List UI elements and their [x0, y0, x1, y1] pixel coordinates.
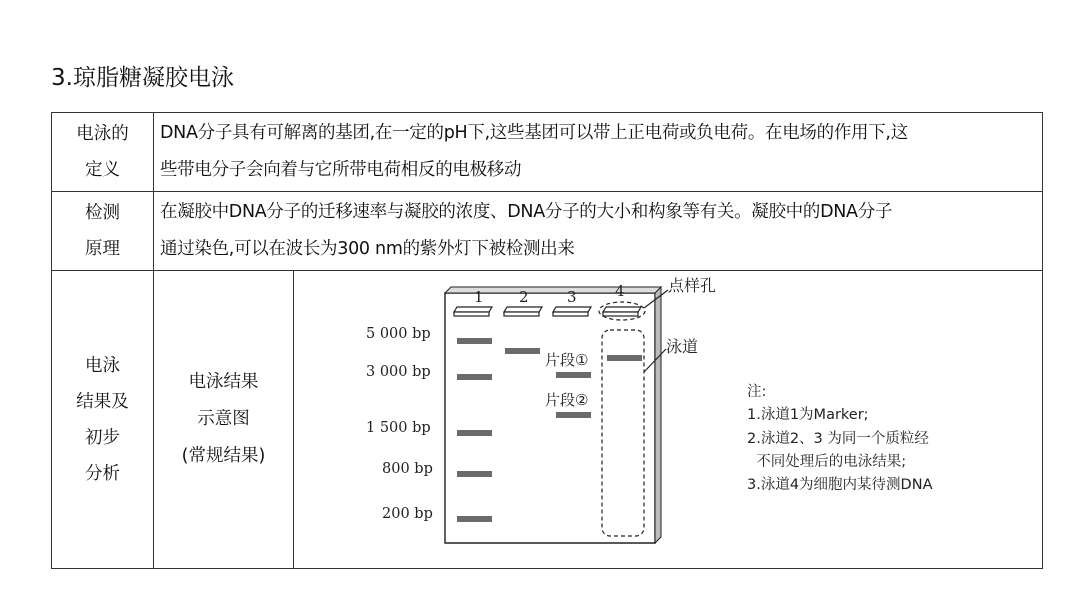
sample-well [504, 307, 542, 312]
marker-label: 5 000 bp [366, 325, 431, 342]
head-line: 分析 [85, 463, 120, 484]
marker-label: 1 500 bp [366, 419, 431, 436]
results-subhead [154, 271, 294, 569]
note-line: 不同处理后的电泳结果; [747, 453, 907, 470]
text-line: 通过染色,可以在波长为300 nm的紫外灯下被检测出来 [160, 239, 575, 259]
row-head-definition [52, 113, 154, 192]
row-results [52, 271, 1043, 569]
gel-slab [445, 293, 655, 543]
head-line: 电泳的 [76, 124, 129, 144]
sample-well [454, 312, 489, 316]
row-principle [52, 192, 1043, 271]
head-line: 检测 [85, 203, 120, 223]
gel-diagram [294, 272, 1042, 568]
gel-band [457, 471, 492, 477]
principle-text [154, 192, 1043, 271]
gel-band [457, 338, 492, 344]
row-head-results [52, 271, 154, 569]
agarose-gel-table [51, 112, 1043, 569]
well-callout-label: 点样孔 [668, 275, 717, 295]
text-line: 在凝胶中DNA分子的迁移速率与凝胶的浓度、DNA分子的大小和构象等有关。凝胶中的DNA分子 [160, 202, 893, 222]
subhead-line: (常规结果) [181, 446, 266, 466]
marker-label: 200 bp [382, 505, 433, 522]
marker-label: 3 000 bp [366, 363, 431, 380]
text-line: DNA分子具有可解离的基团,在一定的pH下,这些基团可以带上正电荷或负电荷。在电场的作用下,这 [160, 123, 908, 143]
row-definition [52, 113, 1043, 192]
sample-well [603, 312, 638, 316]
sample-well [504, 312, 539, 316]
sample-well [603, 307, 641, 312]
fragment-1-label: 片段① [545, 350, 589, 369]
gel-slab-edge [655, 287, 661, 543]
head-line: 原理 [85, 239, 120, 259]
subhead-line: 电泳结果 [188, 372, 259, 392]
sample-well [553, 312, 588, 316]
sample-well [553, 307, 591, 312]
gel-band [457, 516, 492, 522]
gel-band [607, 355, 642, 361]
note-line: 1.泳道1为Marker; [747, 406, 869, 423]
lane-number: 2 [519, 287, 529, 306]
lane-number: 4 [615, 281, 625, 300]
lane-number: 3 [567, 287, 577, 306]
subhead-line: 示意图 [197, 409, 250, 429]
definition-text [154, 113, 1043, 192]
marker-label: 800 bp [382, 460, 433, 477]
head-line: 初步 [85, 427, 120, 448]
head-line: 结果及 [76, 391, 129, 412]
text-line: 些带电分子会向着与它所带电荷相反的电极移动 [160, 160, 522, 180]
note-line: 注: [747, 383, 767, 400]
lane-number: 1 [474, 287, 484, 306]
note-line: 3.泳道4为细胞内某待测DNA [747, 476, 933, 493]
gel-band [505, 348, 540, 354]
note-line: 2.泳道2、3 为同一个质粒经 [747, 430, 929, 447]
fragment-2-label: 片段② [545, 390, 589, 409]
gel-band [556, 412, 591, 418]
head-line: 电泳 [85, 355, 120, 376]
lane-callout-label: 泳道 [666, 336, 699, 356]
gel-diagram-cell [294, 271, 1043, 569]
sample-well [454, 307, 492, 312]
gel-band [457, 430, 492, 436]
head-line: 定义 [85, 160, 120, 180]
section-title: 3.琼脂糖凝胶电泳 [51, 65, 234, 91]
row-head-principle [52, 192, 154, 271]
gel-band [556, 372, 591, 378]
gel-band [457, 374, 492, 380]
